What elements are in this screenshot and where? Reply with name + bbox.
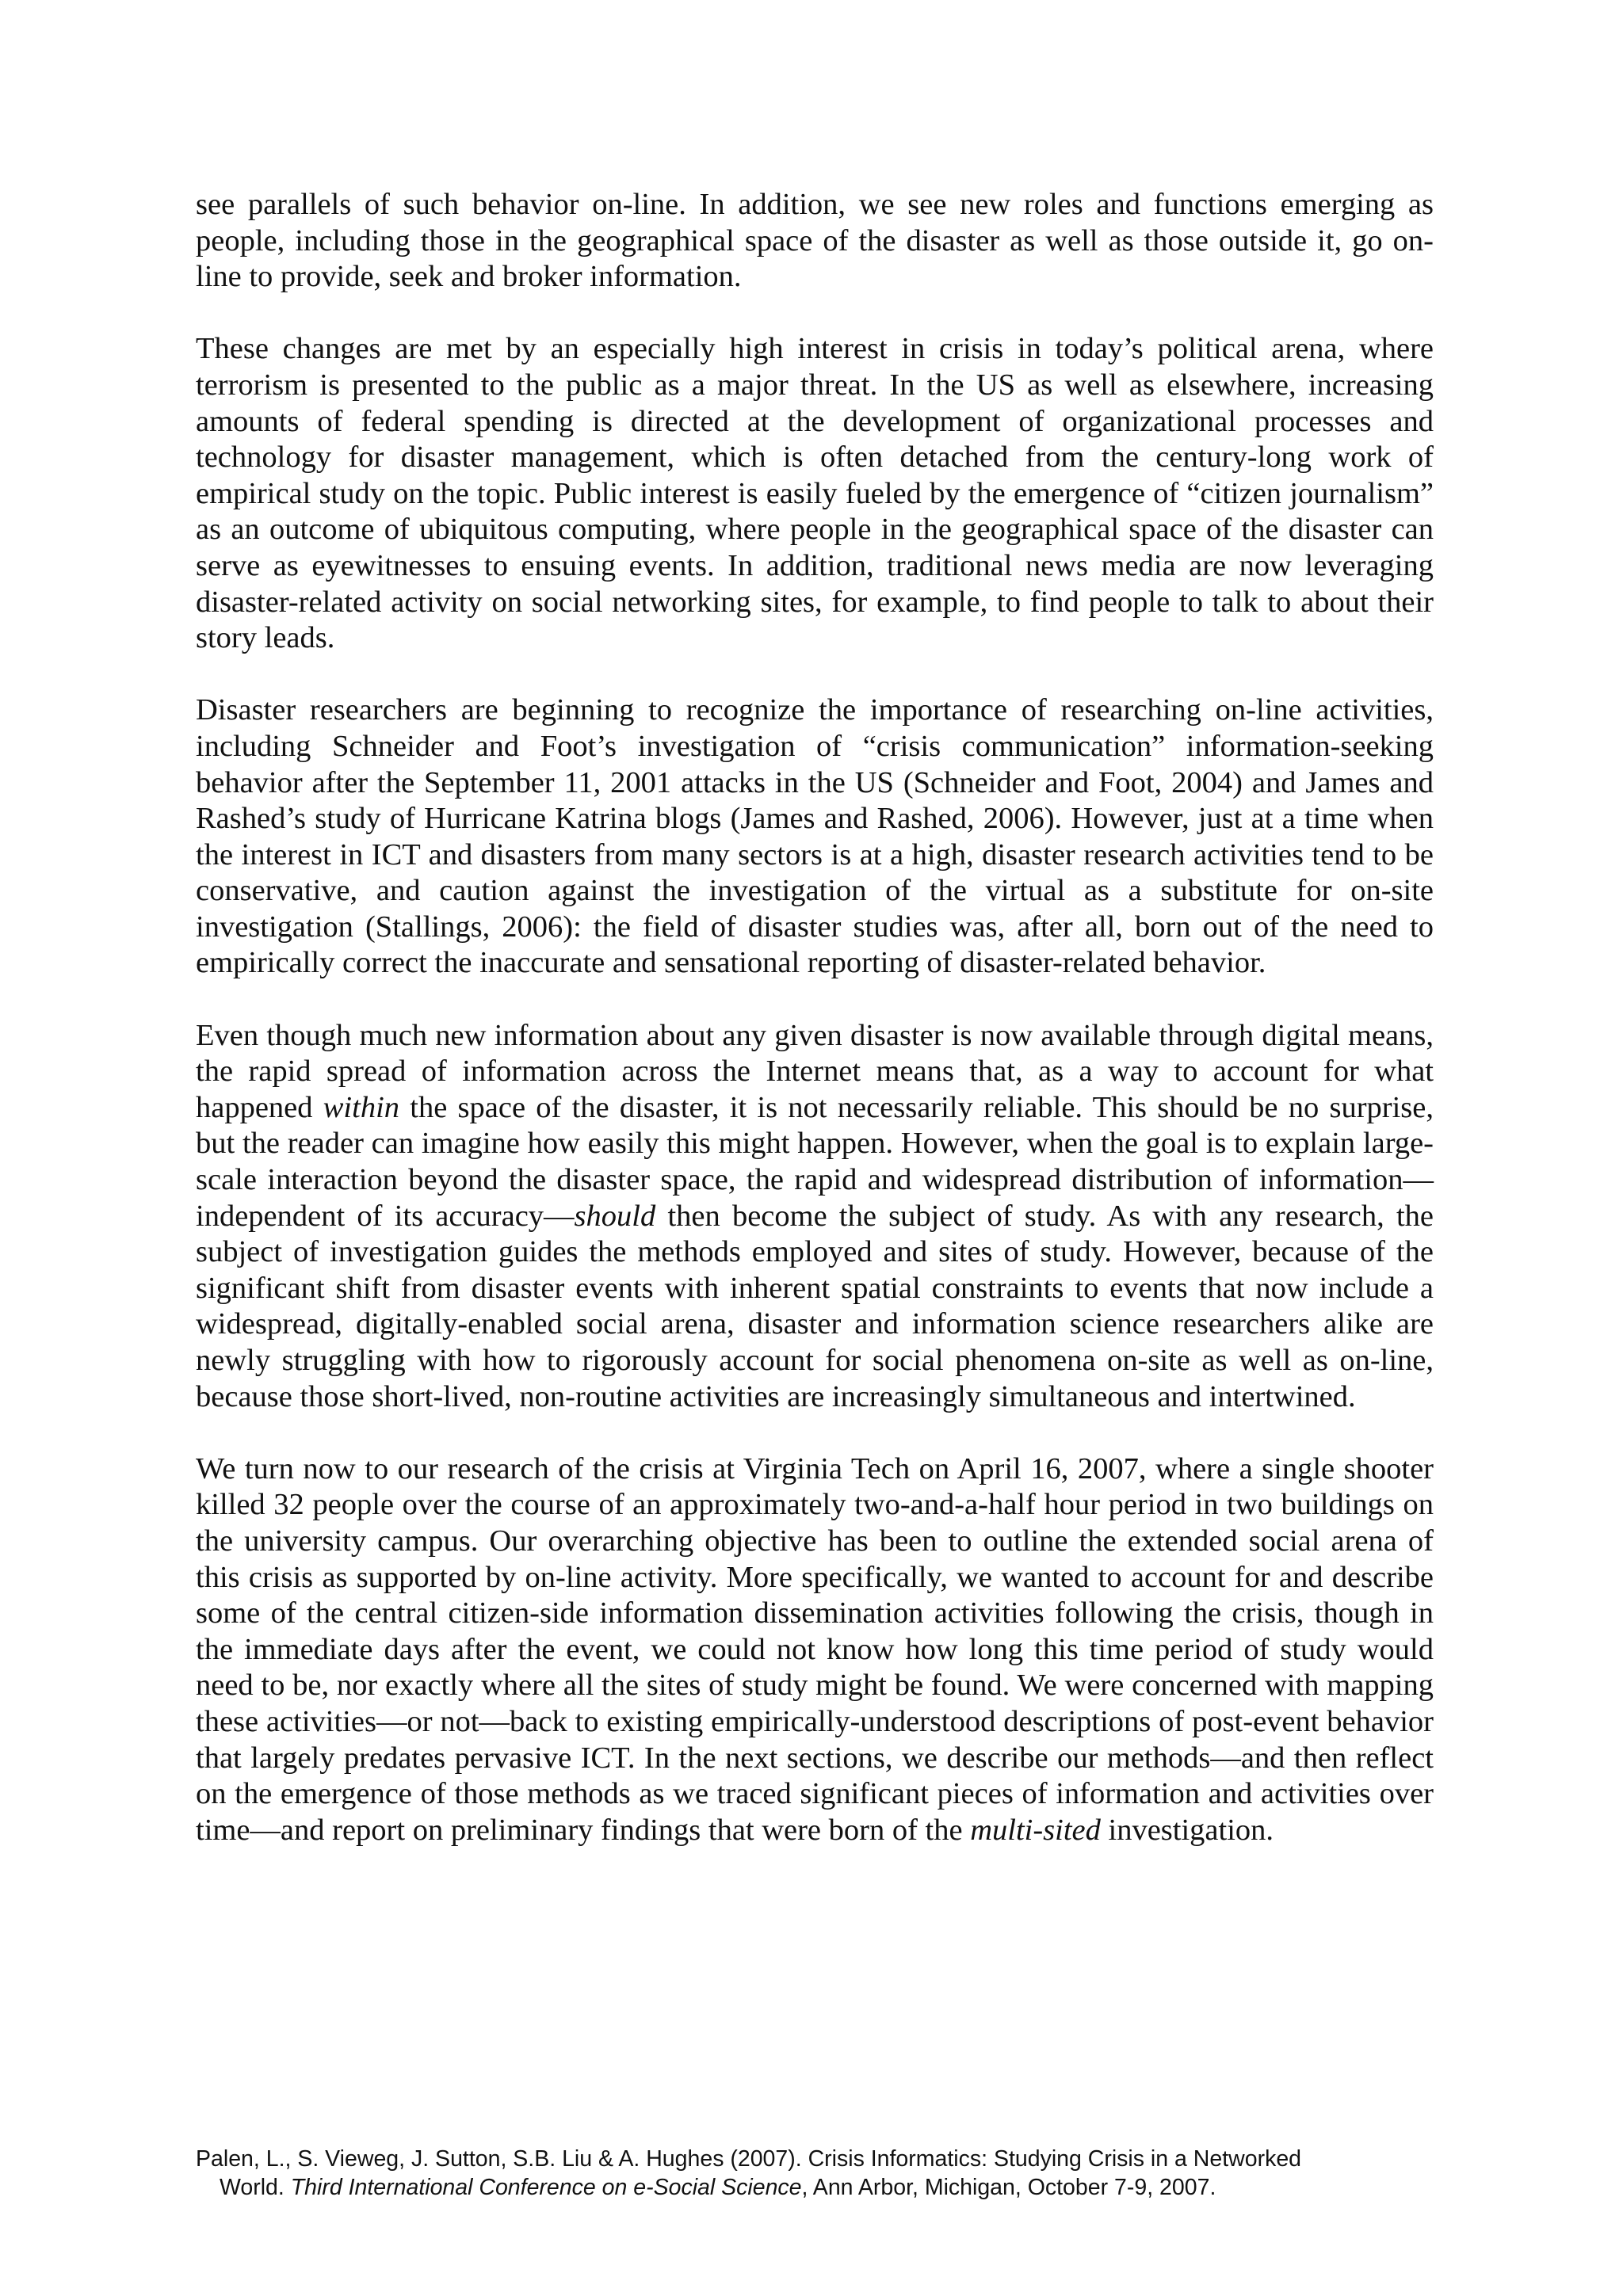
text-segment: see parallels of such behavior on-line. In addition, we see new roles and functions emerging as people, including those in the geographical space of the disaster as well as those outside it, go on-line to provide, seek and broker information. [196,188,1434,294]
citation-line-2-prefix: World. [220,2175,291,2200]
italic-text-segment: should [574,1199,656,1233]
text-segment: We turn now to our research of the crisis at Virginia Tech on April 16, 2007, where a single shooter killed 32 people over the course of an approximately two-and-a-half hour period in two buildings on the university campus. Our overarching objective has been to outline the extended social arena of this crisis as supported by on-line activity. More specifically, we wanted to account for and describe some of the central citizen-side information dissemination activities following the crisis, though in the immediate days after the event, we could not know how long this time period of study would need to be, nor exactly where all the sites of study might be found. We were concerned with mapping these activities—or not—back to existing empirically-understood descriptions of post-event behavior that largely predates pervasive ICT. In the next sections, we describe our methods—and then reflect on the emergence of those methods as we traced significant pieces of information and activities over time—and report on preliminary findings that were born of the [196,1451,1434,1847]
body-text [196,187,1434,1848]
text-segment: investigation. [1100,1813,1274,1847]
paragraph-2 [196,331,1434,656]
text-segment: Disaster researchers are beginning to recognize the importance of researching on-line activities, including Schneider and Foot’s investigation of “crisis communication” information-seeking behavior after the September 11, 2001 attacks in the US (Schneider and Foot, 2004) and James and Rashed’s study of Hurricane Katrina blogs (James and Rashed, 2006). However, just at a time when the interest in ICT and disasters from many sectors is at a high, disaster research activities tend to be conservative, and caution against the investigation of the virtual as a substitute for on-site investigation (Stallings, 2006): the field of disaster studies was, after all, born out of the need to empirically correct the inaccurate and sensational reporting of disaster-related behavior. [196,693,1434,980]
text-segment: Even though much new information about any given disaster is now available through digital means, the rapid spread of information across the Internet means that, as a way to account for what happened [196,1018,1434,1124]
paragraph-1 [196,187,1434,296]
text-segment: then become the subject of study. As with any research, the subject of investigation guides the methods employed and sites of study. However, because of the significant shift from disaster events with inherent spatial constraints to events that now include a widespread, digitally-enabled social arena, disaster and information science researchers alike are newly struggling with how to rigorously account for social phenomena on-site as well as on-line, because those short-lived, non-routine activities are increasingly simultaneous and intertwined. [196,1199,1434,1413]
italic-text-segment: within [323,1090,400,1124]
citation-line-2 [196,2173,1464,2202]
conference-title: Third International Conference on e-Social Science [290,2175,802,2200]
paragraph-4 [196,1018,1434,1416]
paragraph-3 [196,692,1434,982]
text-segment: the space of the disaster, it is not necessarily reliable. This should be no surprise, but the reader can imagine how easily this might happen. However, when the goal is to explain large-scale interaction beyond the disaster space, the rapid and widespread distribution of information—independent of its accuracy— [196,1090,1434,1233]
italic-text-segment: multi-sited [970,1813,1101,1847]
citation-line-2-suffix: , Ann Arbor, Michigan, October 7-9, 2007. [801,2175,1216,2200]
paragraph-5 [196,1451,1434,1849]
text-segment: These changes are met by an especially high interest in crisis in today’s political arena, where terrorism is presented to the public as a major threat. In the US as well as elsewhere, increasing amounts of federal spending is directed at the development of organizational processes and technology for disaster management, which is often detached from the century-long work of empirical study on the topic. Public interest is easily fueled by the emergence of “citizen journalism” as an outcome of ubiquitous computing, where people in the geographical space of the disaster can serve as eyewitnesses to ensuing events. In addition, traditional news media are now leveraging disaster-related activity on social networking sites, for example, to find people to talk to about their story leads. [196,332,1434,655]
citation-line-1: Palen, L., S. Vieweg, J. Sutton, S.B. Liu & A. Hughes (2007). Crisis Informatics: Studying Crisis in a Networked [196,2146,1302,2172]
citation-footer [196,2145,1464,2202]
